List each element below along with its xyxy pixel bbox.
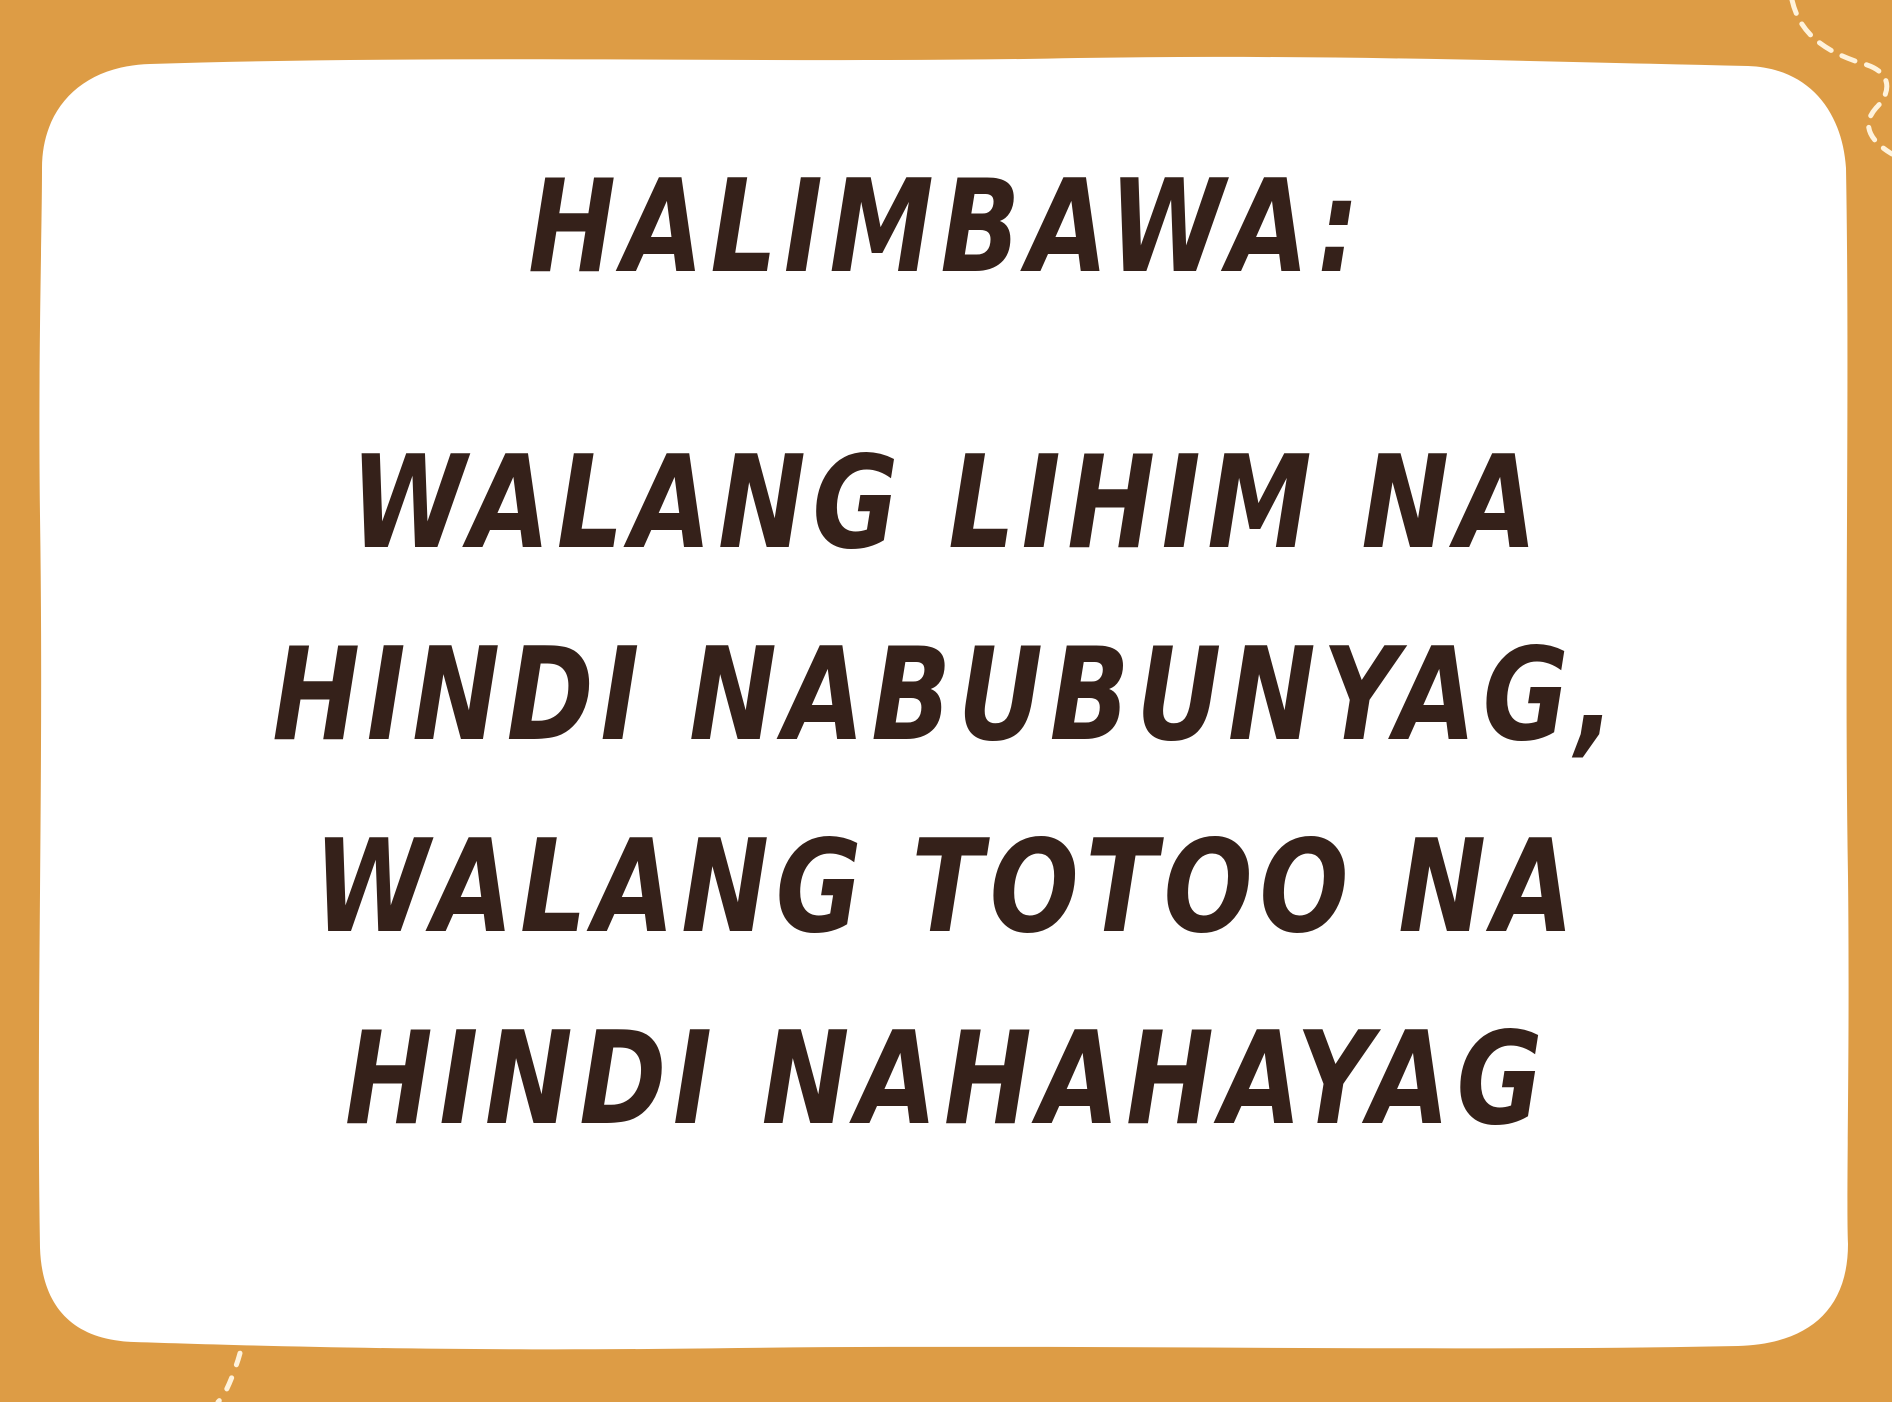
quote-line-2: HINDI NABUBUNYAG, <box>272 621 1622 770</box>
quote-line-4: HINDI NAHAHAYAG <box>344 1005 1550 1154</box>
heading: HALIMBAWA: <box>528 153 1366 302</box>
quote-text <box>38 408 1856 1176</box>
quote-card <box>38 56 1856 1350</box>
quote-line-1: WALANG LIHIM NA <box>350 429 1544 578</box>
quote-line-3: WALANG TOTOO NA <box>313 813 1581 962</box>
